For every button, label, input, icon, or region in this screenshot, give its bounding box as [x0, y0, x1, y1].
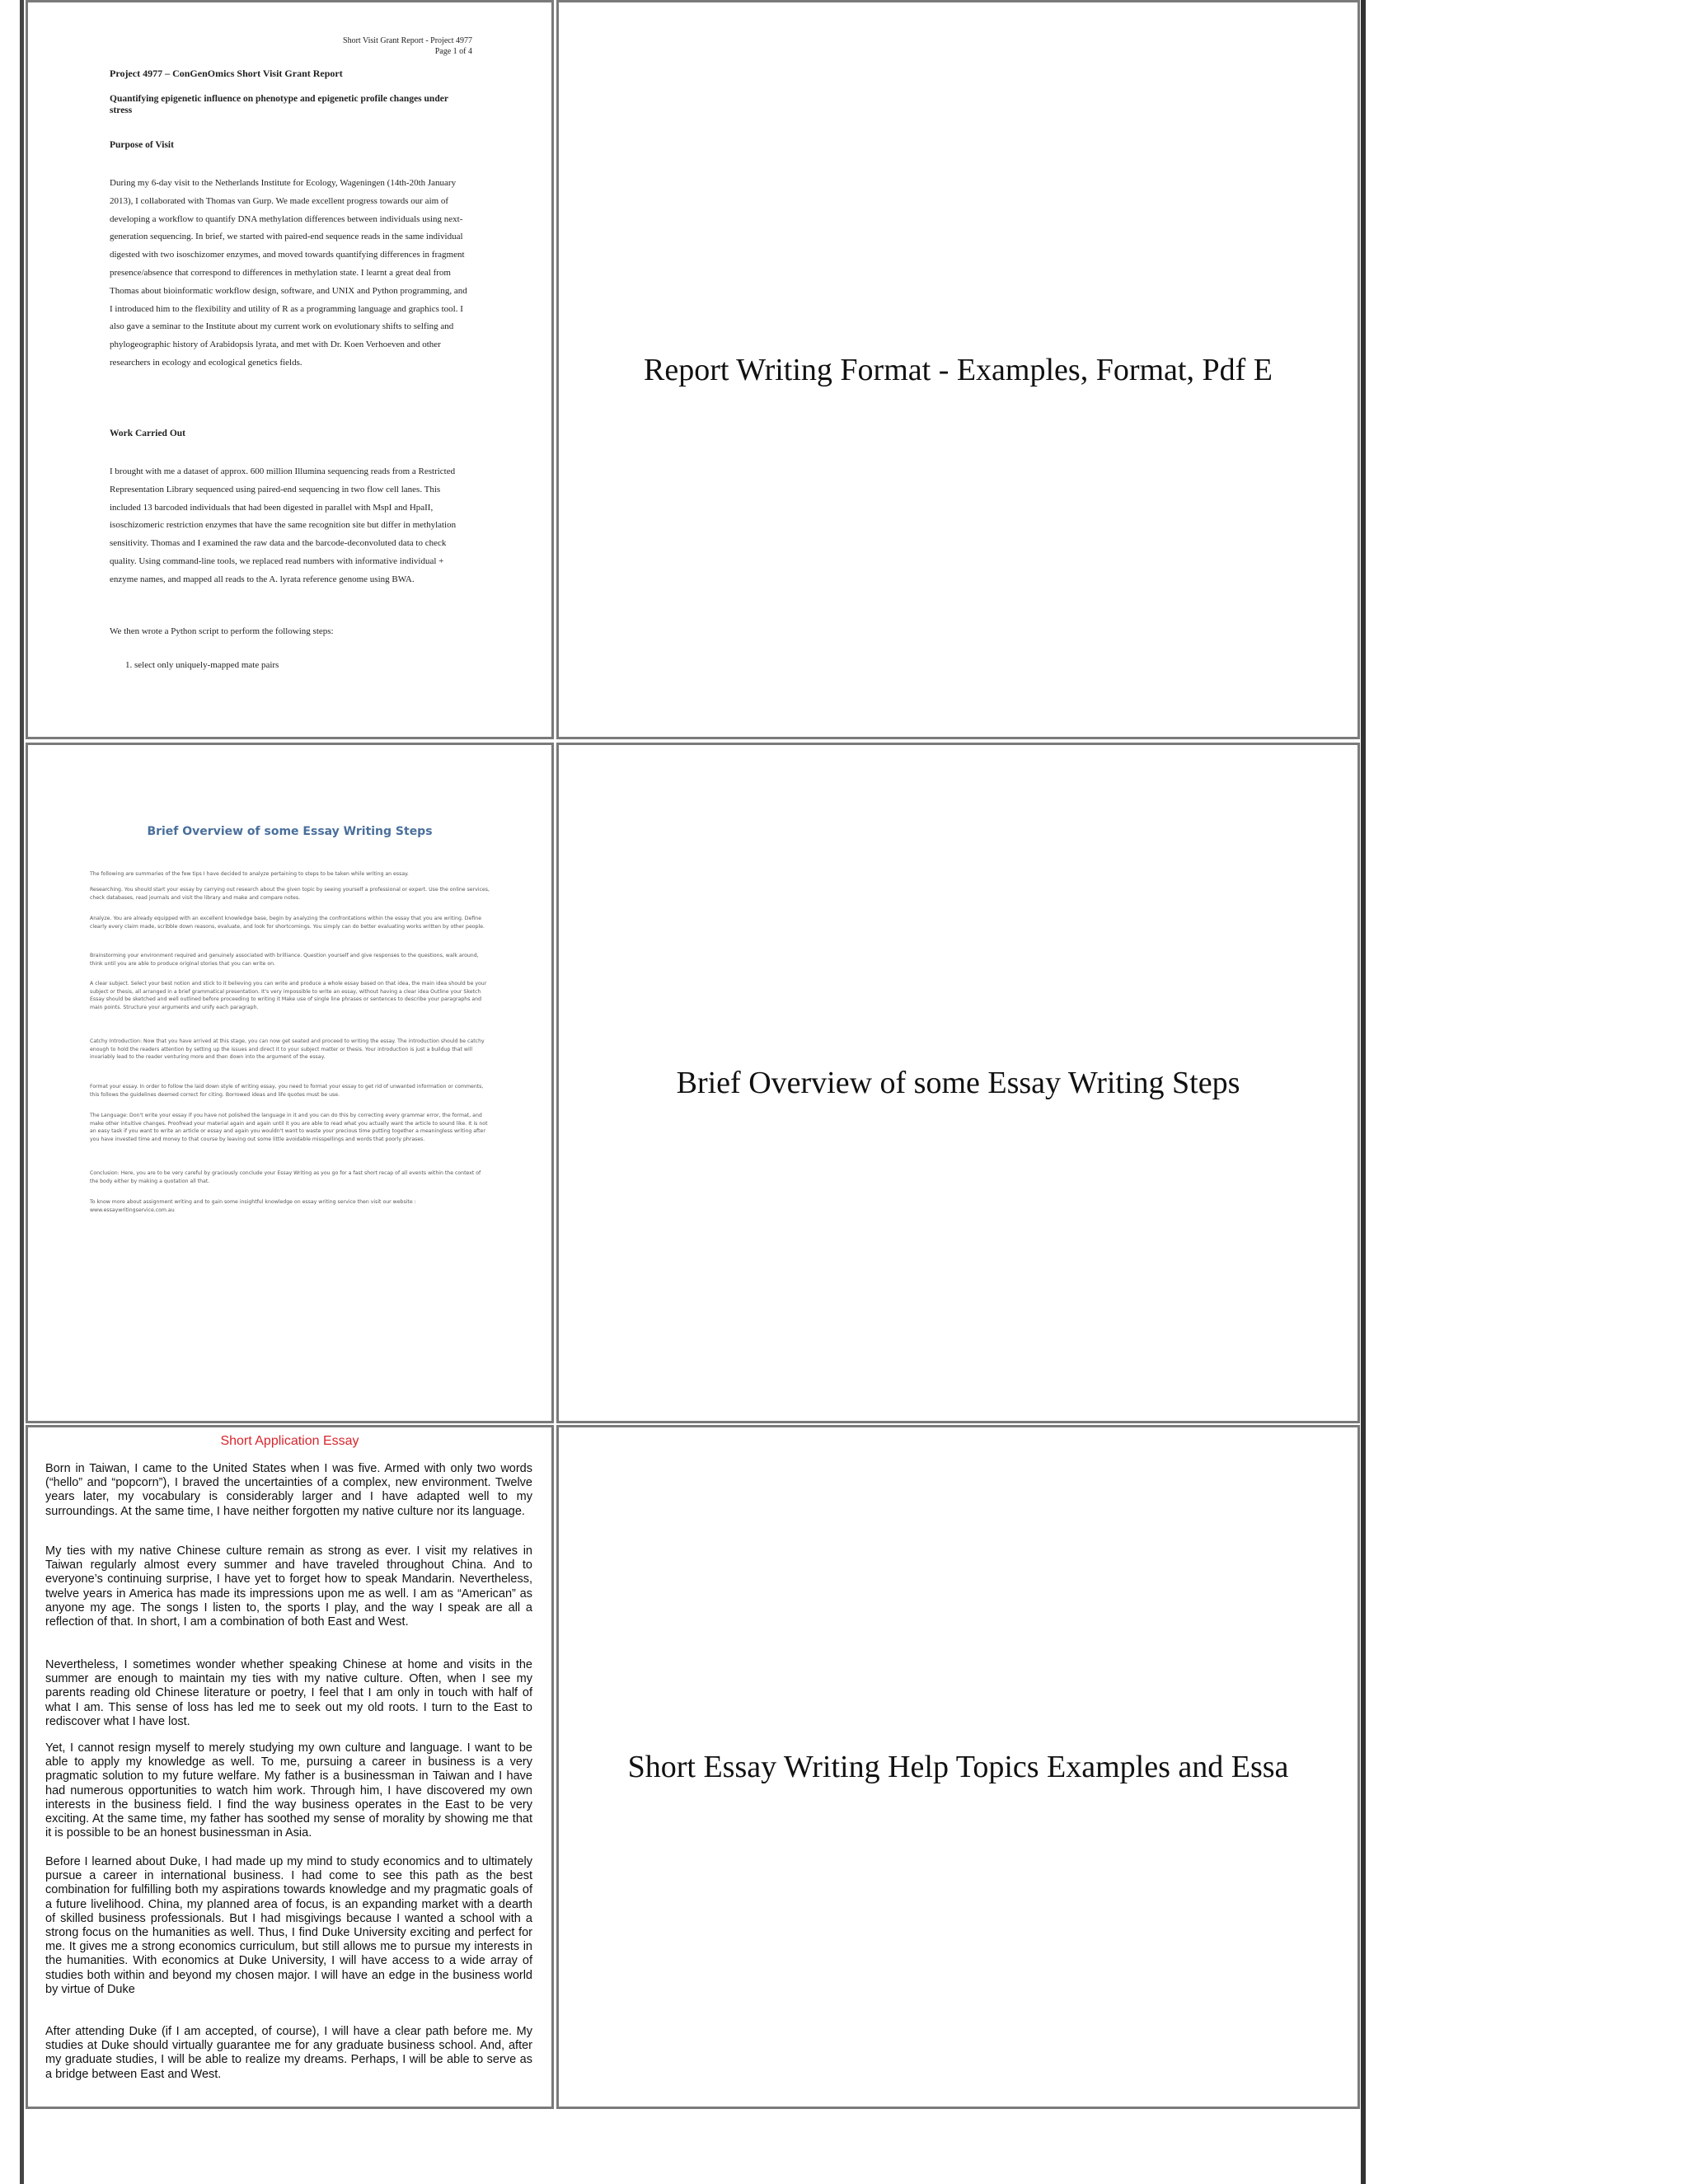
body-paragraph: I brought with me a dataset of approx. 600 million Illumina sequencing reads from a Restricted Representation Library sequenced using paired-end sequencing in two flow cell lanes. This included 13 barcoded individuals that had been digested in parallel with MspI and HpaII, isoschizomeric restriction enzymes that have the same recognition site but differ in methylation sensitivity. Thomas and I examined the raw data and the barcode-deconvoluted data to check quality. Using command-line tools, we replaced read numbers with informative individual + enzyme names, and mapped all reads to the A. lyrata reference genome using BWA. [110, 466, 457, 584]
document-page [28, 745, 551, 1421]
gallery-row [26, 1425, 1360, 2109]
thumbnail-essay-steps[interactable] [26, 743, 554, 1423]
doc-title: Short Application Essay [220, 1434, 359, 1448]
document-page [28, 2, 551, 737]
caption-link[interactable]: Short Essay Writing Help Topics Examples and Essa [627, 1750, 1289, 1784]
body-paragraph: Conclusion: Here, you are to be very careful by graciously conclude your Essay Writing as you go for a fast short recap of all events within the context of the body either by making a quotation all that. [90, 1170, 481, 1184]
body-paragraph: During my 6-day visit to the Netherlands Institute for Ecology, Wageningen (14th-20th January 2013), I collaborated with Thomas van Gurp. We made excellent progress towards our aim of developing a workflow to quantify DNA methylation differences between individuals using next-generation sequencing. In brief, we started with paired-end sequence reads in the same individual digested with two isoschizomer enzymes, and moved towards quantifying differences in fragment presence/absence that correspond to differences in methylation state. I learnt a great deal from Thomas about bioinformatic workflow design, software, and UNIX and Python programming, and I introduced him to the flexibility and utility of R as a programming language and graphics tool. I also gave a seminar to the Institute about my current work on evolutionary shifts to selfing and phylogeographic history of Arabidopsis lyrata, and met with Dr. Koen Verhoeven and other researchers in ecology and ecological genetics fields. [110, 178, 467, 368]
body-paragraph: Nevertheless, I sometimes wonder whether speaking Chinese at home and visits in the summer are enough to maintain my ties with my native culture. Often, when I see my parents reading old Chinese literature or poetry, I feel that I am only in touch with half of what I am. This sense of loss has led me to seek out my old roots. I turn to the East to rediscover what I have lost. [45, 1658, 532, 1728]
body-paragraph: Brainstorming your environment required and genuinely associated with brilliance. Question yourself and give responses to the questions, walk around, think until you are able to produce original stories that you can write on. [90, 953, 479, 967]
running-header [343, 35, 472, 57]
page-number: Page 1 of 4 [434, 47, 472, 56]
body-paragraph: The Language: Don't write your essay if you have not polished the language in it and you can do this by correcting every grammar error, the format, and make other intuitive changes. Proofread your material again and again until it you are able to read what you actually want the article to sound like. It is not an easy task if you want to write an article or essay and again you wouldn't want to waste your precious time putting together a meaningless writing after you have invested time and money to that course by leaving out some little avoidable misspellings and words that poorly phrases. [90, 1113, 488, 1143]
body-paragraph: Analyze. You are already equipped with an excellent knowledge base, begin by analyzing the confrontations within the essay that you are writing. Define clearly every claim made, scribble down reasons, evaluate, and look for shortcomings. You simply can do better evaluating works written by other people. [90, 916, 485, 930]
caption-cell[interactable] [556, 1425, 1360, 2109]
body-paragraph: Born in Taiwan, I came to the United States when I was five. Armed with only two words (“hello” and “popcorn”), I braved the uncertainties of a complex, new environment. Twelve years later, my vocabulary is considerably larger and I have adapted well to my surroundings. At the same time, I have neither forgotten my native culture nor its language. [45, 1462, 532, 1518]
gallery-row [26, 743, 1360, 1423]
thumbnail-application-essay[interactable] [26, 1425, 554, 2109]
body-paragraph: Catchy Introduction: Now that you have arrived at this stage, you can now get seated and proceed to writing the essay. The introduction should be catchy enough to hold the readers attention by setting up the issues and direct it to your subject matter or thesis. Your introduction is just a buildup that will invariably lead to the reader venturing more and then down into the argument of the essay. [90, 1038, 485, 1061]
doc-subtitle: Quantifying epigenetic influence on phenotype and epigenetic profile changes under stress [110, 94, 448, 115]
caption-cell[interactable] [556, 743, 1360, 1423]
doc-title: Brief Overview of some Essay Writing Steps [147, 825, 433, 838]
body-paragraph: Format your essay. In order to follow the laid down style of writing essay, you need to format your essay to get rid of unwanted information or comments, this follows the guidelines deemed correct for citing. Borrowed ideas and life quotes must be use. [90, 1084, 484, 1098]
body-paragraph: My ties with my native Chinese culture remain as strong as ever. I visit my relatives in Taiwan regularly almost every summer and have traveled throughout China. And to everyone’s continuing surprise, I have yet to forget how to speak Mandarin. Nevertheless, twelve years in America has made its impressions upon me as well. I am as “American” as anyone my age. The songs I listen to, the sports I play, and the way I speak are all a reflection of that. In short, I am a combination of both East and West. [45, 1544, 532, 1629]
body-paragraph: Researching. You should start your essay by carrying out research about the given topic by seeing yourself a professional or expert. Use the online services, check databases, read journals and visit the library and make and compare notes. [90, 887, 490, 901]
body-paragraph: To know more about assignment writing and to gain some insightful knowledge on essay writing service then visit our website : www.essaywritingservice.com.au [90, 1199, 416, 1213]
body-paragraph: We then wrote a Python script to perform the following steps: [110, 626, 334, 636]
caption-link[interactable]: Brief Overview of some Essay Writing Steps [676, 1066, 1240, 1100]
page-frame-right-border [1361, 0, 1366, 2184]
caption-link[interactable]: Report Writing Format - Examples, Format, Pdf E [644, 352, 1273, 387]
thumbnail-grant-report[interactable] [26, 0, 554, 739]
page-frame-left-border [20, 0, 24, 2184]
body-paragraph: Yet, I cannot resign myself to merely studying my own culture and language. I want to be able to apply my knowledge as well. To me, pursuing a career in business is a very pragmatic solution to my future welfare. My father is a businessman in Taiwan and I have had numerous opportunities to watch him work. Through him, I have discovered my own interests in the business field. I find the way business operates in the East to be very exciting. At the same time, my father has soothed my sense of morality by showing me that it is possible to be an honest businessman in Asia. [45, 1741, 532, 1840]
gallery-row [26, 0, 1360, 739]
body-paragraph: A clear subject. Select your best notion and stick to it believing you can write and produce a whole essay based on that idea, the main idea should be your subject or thesis, all arranged in a brief grammatical presentation. It's very impossible to write an essay, without having a clear idea Outline your Sketch Essay should be sketched and well outlined before proceeding to writing it Make use of single line phrases or sentences to describe your paragraphs and main points. Structure your arguments and unify each paragraph. [90, 981, 487, 1011]
list-item: 1. select only uniquely-mapped mate pairs [125, 660, 279, 670]
body-paragraph: The following are summaries of the few tips I have decided to analyze pertaining to steps to be taken while writing an essay. [90, 871, 409, 877]
header-line: Short Visit Grant Report - Project 4977 [343, 36, 472, 45]
body-paragraph: After attending Duke (if I am accepted, of course), I will have a clear path before me. My studies at Duke should virtually guarantee me for any graduate business school. And, after my graduate studies, I will be able to realize my dreams. Perhaps, I will be able to serve as a bridge between East and West. [45, 2025, 532, 2081]
caption-cell[interactable] [556, 0, 1360, 739]
section-heading: Purpose of Visit [110, 140, 174, 150]
section-heading: Work Carried Out [110, 429, 185, 438]
document-page [28, 1427, 551, 2107]
body-paragraph: Before I learned about Duke, I had made up my mind to study economics and to ultimately pursue a career in international business. I had come to see this path as the best combination for fulfilling both my aspirations towards knowledge and my pragmatic goals of a future livelihood. China, my planned area of focus, is an expanding market with a dearth of skilled business professionals. But I had misgivings because I wanted a school with a strong focus on the humanities as well. Thus, I find Duke University exciting and perfect for me. It gives me a strong economics curriculum, but still allows me to pursue my interests in the humanities. With economics at Duke University, I will have access to a wide array of studies both within and beyond my chosen major. I will have an edge in the business world by virtue of Duke [45, 1855, 532, 1996]
doc-title: Project 4977 – ConGenOmics Short Visit Grant Report [110, 68, 343, 79]
